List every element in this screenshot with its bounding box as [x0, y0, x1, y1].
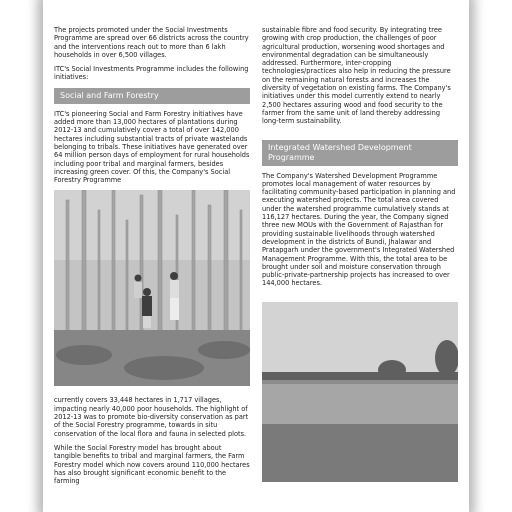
section-heading-watershed: Integrated Watershed Development Programme [262, 140, 458, 166]
forestry-paragraph: ITC's pioneering Social and Farm Forestry initiatives have added more than 13,000 hectares of plantations during 2012-13 and cumulatively cover a total of over 142,000 hectares including substantial tracts of private wastelands belonging to tribals. These initiatives have generated over 64 million person days of employment for rural households including poor tribal and marginal farmers, besides increasing green cover. Of this, the Company's Social Forestry Programme [54, 109, 250, 185]
lake-illustration [262, 302, 458, 482]
section-heading-social-farm-forestry: Social and Farm Forestry [54, 88, 250, 104]
left-column [54, 26, 250, 491]
sustainability-paragraph: sustainable fibre and food security. By integrating tree growing with crop production, the challenges of poor agricultural production, worsening wood shortages and environmental degradation can be simultaneously addressed. Furthermore, inter-cropping technologies/practices also help in reducing the pressure on the remaining natural forests and increases the diversity of vegetation on existing farms. The Company's initiatives under this model currently extend to nearly 2,500 hectares assuring wood and food security to the farmer from the same unit of land thereby addressing long-term sustainability. [262, 26, 451, 126]
initiatives-intro: ITC's Social Investments Programme includes the following initiatives: [54, 65, 249, 82]
watershed-photo [262, 302, 458, 482]
document-page [43, 0, 469, 512]
right-column [262, 26, 458, 482]
farm-forestry-paragraph: While the Social Forestry model has brought about tangible benefits to tribal and marginal farmers, the Farm Forestry model which now covers around 110,000 hectares has also brought significant economic benefit to the farming [54, 443, 250, 486]
forest-illustration [54, 190, 250, 386]
continuation-paragraph: currently covers 33,448 hectares in 1,717 villages, impacting nearly 40,000 poor households. The highlight of 2012-13 was to promote bio-diversity conservation as part of the Social Forestry programme, towards in situ conservation of the local flora and fauna in selected plots. [54, 396, 249, 438]
forest-photo [54, 190, 250, 386]
watershed-paragraph: The Company's Watershed Development Programme promotes local management of water resources by facilitating community-based participation in planning and executing watershed projects. The total area covered under the watershed programme cumulatively stands at 116,127 hectares. During the year, the Company signed three new MOUs with the Government of Rajasthan for providing sustainable livelihoods through watershed development in the districts of Bundi, Jhalawar and Pratapgarh under the government's Integrated Watershed Management Programme. With this, the total area to be brought under soil and moisture conservation through public-private-partnership projects has increased to over 144,000 hectares. [262, 171, 456, 288]
intro-paragraph: The projects promoted under the Social Investments Programme are spread over 66 districts across the country and the interventions reach out to more than 6 lakh households in over 6,500 villages. [54, 26, 249, 59]
